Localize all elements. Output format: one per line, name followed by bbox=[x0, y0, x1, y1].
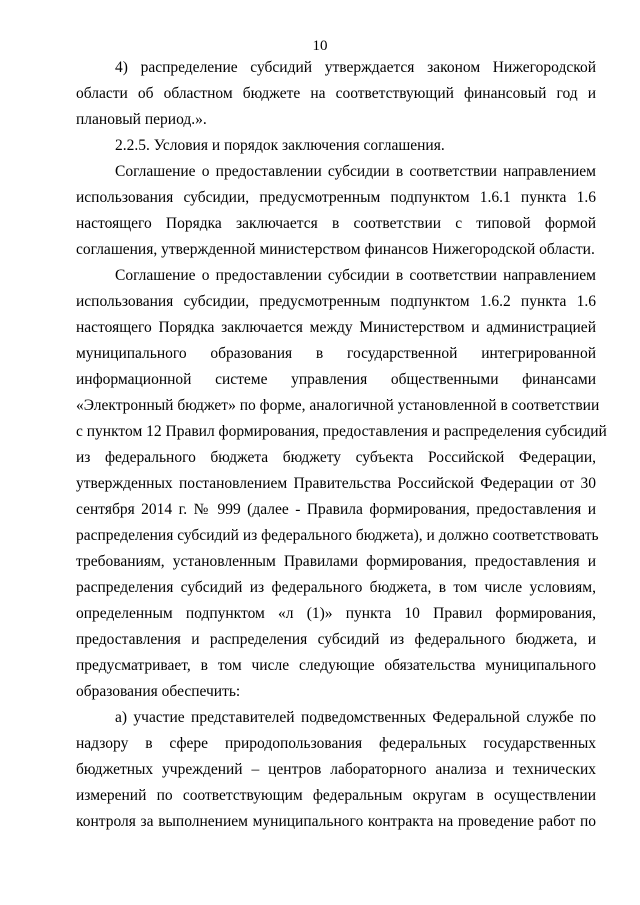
text-line: использования субсидии, предусмотренным подпунктом 1.6.1 пункта 1.6 bbox=[76, 189, 596, 206]
text-line: Соглашение о предоставлении субсидии в соответствии направлением bbox=[115, 163, 596, 180]
text-line: утвержденных постановлением Правительства Российской Федерации от 30 bbox=[76, 475, 596, 492]
text-line: распределения субсидий из федерального бюджета), и должно соответствовать bbox=[76, 527, 599, 544]
text-line: предусматривает, в том числе следующие обязательства муниципального bbox=[76, 657, 596, 674]
text-line: контроля за выполнением муниципального контракта на проведение работ по bbox=[76, 813, 596, 830]
text-line: использования субсидии, предусмотренным подпунктом 1.6.2 пункта 1.6 bbox=[76, 293, 596, 310]
text-line: информационной системе управления общественными финансами bbox=[76, 371, 596, 388]
text-line: плановый период.». bbox=[76, 111, 207, 128]
text-line: области об областном бюджете на соответствующий финансовый год и bbox=[76, 85, 596, 102]
text-line: образования обеспечить: bbox=[76, 683, 241, 700]
page-number: 10 bbox=[312, 38, 328, 54]
text-line: определенным подпунктом «л (1)» пункта 10 Правил формирования, bbox=[76, 605, 596, 622]
text-line: муниципального образования в государственной интегрированной bbox=[76, 345, 596, 362]
text-line: 4) распределение субсидий утверждается законом Нижегородской bbox=[115, 59, 596, 76]
text-line: настоящего Порядка заключается в соответствии с типовой формой bbox=[76, 215, 596, 232]
text-line: «Электронный бюджет» по форме, аналогичной установленной в соответствии bbox=[76, 397, 600, 414]
text-line: распределения субсидий из федерального бюджета, в том числе условиям, bbox=[76, 579, 596, 596]
section-heading: 2.2.5. Условия и порядок заключения соглашения. bbox=[115, 137, 445, 154]
text-line: Соглашение о предоставлении субсидии в соответствии направлением bbox=[115, 267, 596, 284]
text-line: требованиям, установленным Правилами формирования, предоставления и bbox=[76, 553, 596, 570]
text-line: с пунктом 12 Правил формирования, предоставления и распределения субсидий bbox=[76, 423, 607, 440]
text-line: измерений по соответствующим федеральным округам в осуществлении bbox=[76, 787, 596, 804]
text-line: предоставления и распределения субсидий из федерального бюджета, и bbox=[76, 631, 596, 648]
text-line: бюджетных учреждений – центров лабораторного анализа и технических bbox=[76, 761, 596, 778]
text-line: сентября 2014 г. № 999 (далее - Правила формирования, предоставления и bbox=[76, 501, 596, 518]
text-line: надзору в сфере природопользования федеральных государственных bbox=[76, 735, 596, 752]
text-line: а) участие представителей подведомственных Федеральной службе по bbox=[115, 709, 596, 726]
text-line: настоящего Порядка заключается между Министерством и администрацией bbox=[76, 319, 596, 336]
text-line: из федерального бюджета бюджету субъекта Российской Федерации, bbox=[76, 449, 596, 466]
text-line: соглашения, утвержденной министерством финансов Нижегородской области. bbox=[76, 241, 595, 258]
